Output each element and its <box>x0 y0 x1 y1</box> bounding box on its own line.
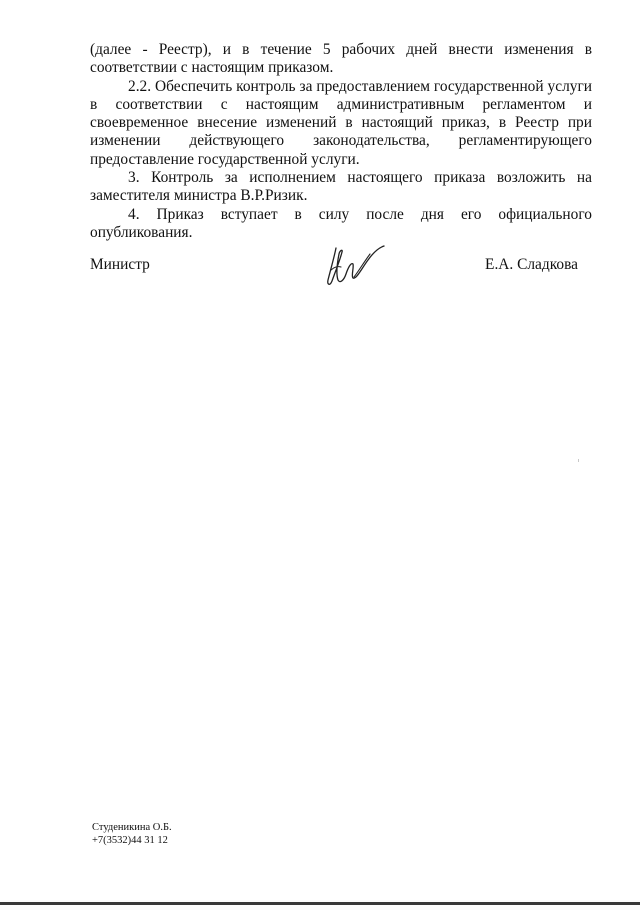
executor-phone: +7(3532)44 31 12 <box>92 835 168 846</box>
executor-info <box>92 821 172 847</box>
paragraph-continuation: (далее - Реестр), и в течение 5 рабочих дней внести изменения в соответствии с настоящим приказом. <box>90 41 592 77</box>
paragraph-2-2: 2.2. Обеспечить контроль за предоставлением государственной услуги в соответствии с настоящим административным регламентом и своевременное внесение изменений в настоящий приказ, в Реестр при изменении действующего законодательства, регламентирующего предоставление государственной услуги. <box>90 77 592 168</box>
paragraph-4: 4. Приказ вступает в силу после дня его официального опубликования. <box>90 205 592 241</box>
signatory-title: Министр <box>90 256 150 273</box>
executor-name: Студеникина О.Б. <box>92 822 172 833</box>
scan-speck <box>578 459 579 462</box>
handwritten-signature <box>318 240 396 290</box>
signature-block <box>90 256 592 296</box>
order-text <box>90 41 592 242</box>
paragraph-3: 3. Контроль за исполнением настоящего приказа возложить на заместителя министра В.Р.Ризик. <box>90 169 592 205</box>
signatory-name: Е.А. Сладкова <box>485 256 578 273</box>
